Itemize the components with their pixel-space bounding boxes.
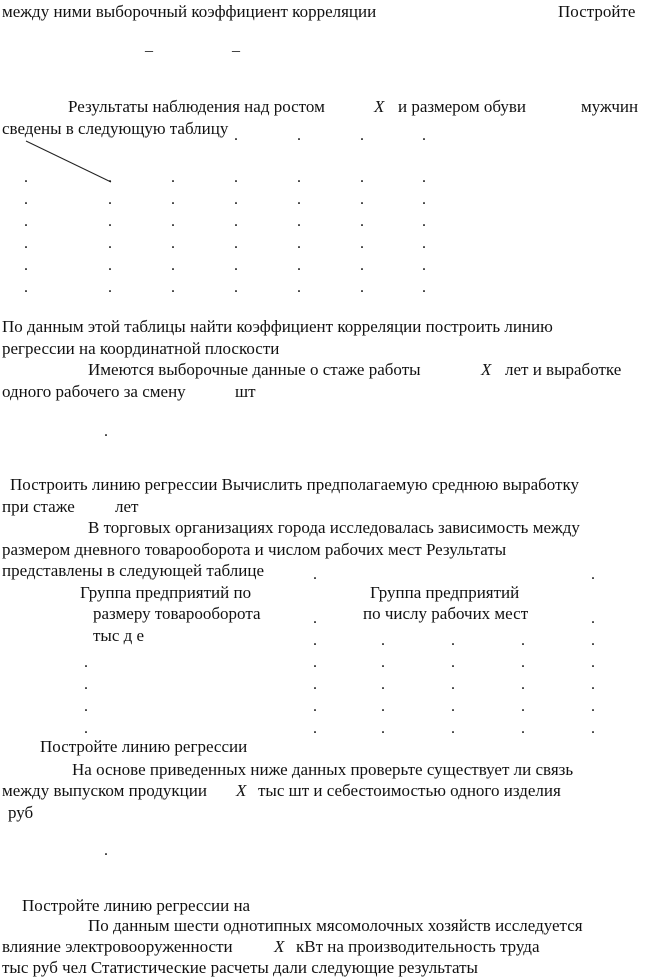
variable-x: X [274,937,285,956]
text-line: руб [8,803,34,822]
text-line: Имеются выборочные данные о стаже работы [88,360,421,379]
formula-dash: _ [145,37,153,54]
variable-x: X [374,97,385,116]
text-line: По данным шести однотипных мясомолочных хозяйств исследуется [88,916,583,935]
table-header-right: по числу рабочих мест [363,604,529,623]
text-line: представлены в следующей таблице [2,561,264,580]
text-line: лет и выработке [505,360,622,379]
text-line: регрессии на координатной плоскости [2,339,280,358]
text-line: сведены в следующую таблицу [2,119,229,138]
text-line: тыс руб чел Статистические расчеты дали следующие результаты [2,958,478,977]
table-header-right: Группа предприятий [370,583,520,602]
variable-x: X [236,781,247,800]
text-line: Постройте линию регрессии на [22,896,251,915]
text-line: между выпуском продукции [2,781,207,800]
text-line: лет [115,497,139,516]
text-line: и размером обуви [398,97,526,116]
text-line: По данным этой таблицы найти коэффициент корреляции построить линию [2,317,553,336]
text-line: Построить линию регрессии Вычислить предполагаемую среднюю выработку [10,475,580,494]
table-header-left: размеру товарооборота [93,604,261,623]
text-line: Постройте [558,2,636,21]
text-line: шт [235,382,256,401]
text-line: мужчин [581,97,639,116]
text-line: одного рабочего за смену [2,382,186,401]
text-line: тыс шт и себестоимостью одного изделия [258,781,561,800]
text-line: размером дневного товарооборота и числом рабочих мест Результаты [2,540,507,559]
text-line: между ними выборочный коэффициент корреляции [2,2,377,21]
text-line: кВт на производительность труда [296,937,540,956]
text-line: Постройте линию регрессии [40,737,248,756]
text-line: В торговых организациях города исследовалась зависимость между [88,518,580,537]
text-line: На основе приведенных ниже данных проверьте существует ли связь [72,760,574,779]
text-line: при стаже [2,497,75,516]
table-header-left: тыс д е [93,626,145,645]
table-header-left: Группа предприятий по [80,583,252,602]
text-line: влияние электровооруженности [2,937,233,956]
document-page: между ними выборочный коэффициент корреляции Постройте _ _ Результаты наблюдения над ростом X и размером обуви мужчин сведены в следующую таблицу . . . . . . . . . . . . . . . . . . . . . . . . . . . . . . . . . . . . . . . . . . . . . . По данным этой таблицы найти коэффициент корреляции построить линию регрессии на координатной плоскости Имеются выборочные данные о стаже работы X лет и выработке одного рабочего за смену шт . Построить линию регрессии Вычислить предполагаемую среднюю выработку при стаже лет В торговых организациях города исследовалась зависимость между размером дневного товарооборота и числом рабочих мест Результаты представлены в следующей таблице Группа предприятий по размеру товарооборота тыс д е Группа предприятий по числу рабочих мест . . . . . . . . . . . . . . . . . . . . . . . . . . . . . . . . . Постройте линию регрессии На основе приведенных ниже данных проверьте существует ли связь между выпуском продукции X тыс шт и себестоимостью одного изделия руб . Постройте линию регрессии на По данным шести однотипных мясомолочных хозяйств исследуется влияние электровооруженности X кВт на производительность труда тыс руб чел Статистические расчеты дали следующие результаты [0,0,646,978]
formula-dot: . [104,842,108,859]
formula-dot: . [104,423,108,440]
formula-dash: _ [232,37,240,54]
variable-x: X [481,360,492,379]
text-line: Результаты наблюдения над ростом [68,97,325,116]
